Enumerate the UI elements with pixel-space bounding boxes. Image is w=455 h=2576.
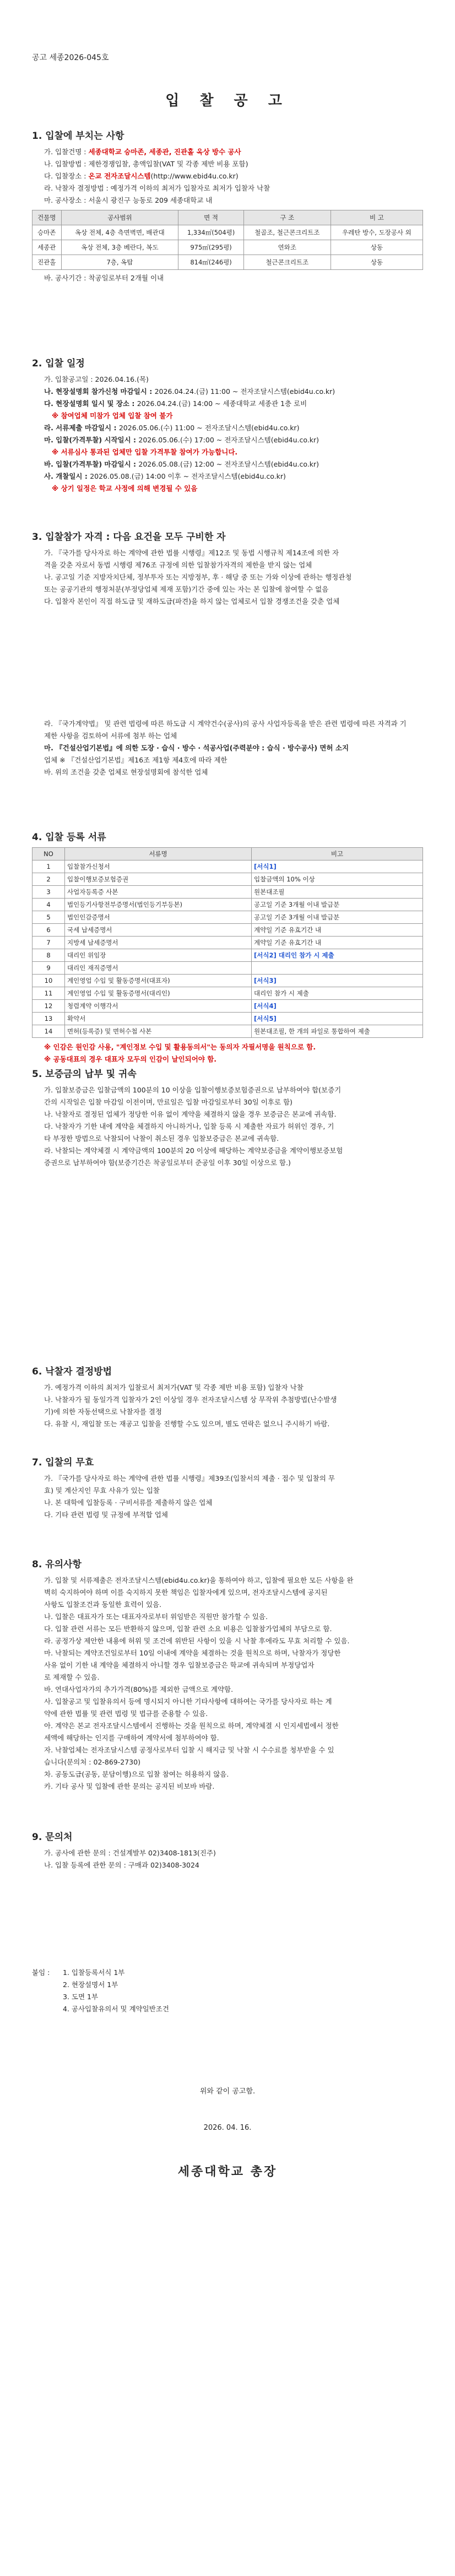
table-row: 8 대리인 위임장 [서식2] 대리인 참가 시 제출 bbox=[32, 949, 423, 962]
section-invalid bbox=[32, 1454, 423, 1521]
col-doc-name: 서류명 bbox=[65, 848, 252, 861]
table-row: 1 입찰참가신청서 [서식1] bbox=[32, 861, 423, 873]
attachments-label: 붙임 : bbox=[32, 1968, 50, 1977]
construction-scope-table bbox=[32, 210, 423, 270]
bid-end-line: 바. 입찰(가격투찰) 마감일시 : 2026.05.08.(금) 12:00 ~ 전자조달시스템(ebid4u.co.kr) bbox=[44, 460, 319, 468]
award-line: 다. 유찰 시, 재입찰 또는 재공고 입찰을 진행할 수도 있으며, 별도 연락은 없으니 주시하기 바람. bbox=[44, 1420, 330, 1428]
section-award bbox=[32, 1363, 423, 1430]
caution-line: 카. 기타 공사 및 입찰에 관한 문의는 공지된 비보바 바람. bbox=[44, 1782, 215, 1790]
caution-line: 로 제재할 수 있음. bbox=[44, 1673, 100, 1681]
document-title: 입 찰 공 고 bbox=[165, 93, 290, 109]
col-area: 면 적 bbox=[178, 210, 243, 225]
qual-line: 바. 위의 조건을 갖춘 업체로 현장설명회에 참석한 업체 bbox=[44, 768, 208, 776]
table-row: 12 청렴계약 이행각서 [서식4] bbox=[32, 1000, 423, 1013]
attachment-item: 2. 현장설명서 1부 bbox=[63, 1980, 118, 1989]
doc-deadline-line: 라. 서류제출 마감일시 : 2026.05.06.(수) 11:00 ~ 전자조달시스템(ebid4u.co.kr) bbox=[44, 424, 300, 432]
section-schedule bbox=[32, 355, 423, 495]
section-deposit bbox=[32, 1066, 423, 1169]
table-row: 세종관 옥상 전체, 3층 베란다, 복도 975㎡(295평) 연와조 상동 bbox=[32, 240, 423, 255]
section-heading: 2. 입찰 일정 bbox=[32, 358, 85, 369]
documents-note: ※ 공동대표의 경우 대표자 모두의 인감이 날인되어야 함. bbox=[44, 1055, 217, 1063]
invalid-line: 효) 및 계산지인 무효 사유가 있는 입찰 bbox=[44, 1486, 160, 1495]
qual-line: 나. 공고일 기준 지방자치단체, 정부투자 또는 지방정부, 후 · 해당 중 또는 가와 이상에 관하는 행정관청 bbox=[44, 573, 352, 581]
section-heading: 4. 입찰 등록 서류 bbox=[32, 832, 106, 843]
deposit-line: 간의 시작일은 입찰 마감일 이전이며, 만료일은 입찰 마감일로부터 30일 이후로 함) bbox=[44, 1098, 292, 1106]
bid-name-line: 가. 입찰건명 : 세종대학교 승마존, 세종관, 진관홀 옥상 방수 공사 bbox=[44, 148, 241, 156]
table-row: 10 계인영업 수입 및 활동증명서(대표자) [서식3] bbox=[32, 975, 423, 987]
bid-start-line: 마. 입찰(가격투찰) 시작일시 : 2026.05.06.(수) 17:00 ~ 전자조달시스템(ebid4u.co.kr) bbox=[44, 436, 319, 444]
col-structure: 구 조 bbox=[243, 210, 331, 225]
caution-line: 사항도 입찰조건과 동일한 효력이 있음. bbox=[44, 1600, 162, 1609]
section-bid-items bbox=[32, 128, 423, 284]
section-heading: 1. 입찰에 부치는 사항 bbox=[32, 131, 124, 142]
deposit-line: 가. 입찰보증금은 입찰금액의 100분의 10 이상을 입찰이행보증보험증권으로 납부하여야 합(보증기 bbox=[44, 1086, 342, 1094]
caution-line: 차. 공동도급(공동, 분담이행)으로 입찰 참여는 허용하지 않음. bbox=[44, 1770, 229, 1778]
table-row: 3 사업자등록증 사본 원본대조필 bbox=[32, 886, 423, 899]
schedule-note: ※ 상기 일정은 학교 사정에 의해 변경될 수 있음 bbox=[52, 484, 198, 493]
attachment-item: 1. 입찰등록서식 1부 bbox=[63, 1968, 125, 1977]
caution-line: 가. 입찰 및 서류제출은 전자조달시스템(ebid4u.co.kr)을 통하여야 하고, 입찰에 필요한 모든 사항을 완 bbox=[44, 1576, 354, 1584]
table-row: 5 법인인감증명서 공고일 기준 3개월 이내 발급분 bbox=[32, 911, 423, 924]
section-heading: 6. 낙찰자 결정방법 bbox=[32, 1366, 112, 1377]
notice-date-line: 가. 입찰공고일 : 2026.04.16.(목) bbox=[44, 375, 149, 383]
deposit-line: 다. 낙찰자가 기한 내에 계약을 체결하지 아니하거나, 입찰 등록 시 제출한 자료가 허위인 경우, 기 bbox=[44, 1122, 334, 1130]
opening-line: 사. 개찰일시 : 2026.05.08.(금) 14:00 이후 ~ 전자조달시스템(ebid4u.co.kr) bbox=[44, 472, 286, 480]
col-remark: 비 고 bbox=[331, 210, 422, 225]
table-row: 6 국세 납세증명서 계약일 기준 유효기간 내 bbox=[32, 924, 423, 937]
qual-line: 마. 『건설산업기본법』에 의한 도장 · 습식 · 방수 · 석공사업(주력분야 : 습식 · 방수공사) 면허 소지 bbox=[44, 744, 349, 752]
table-row: 13 확약서 [서식5] bbox=[32, 1013, 423, 1025]
section-caution bbox=[32, 1556, 423, 1793]
qual-line: 가. 『국가를 당사자로 하는 계약에 관한 법률 시행령』제12조 및 동법 시행규칙 제14조에 의한 자 bbox=[44, 549, 339, 557]
section-heading: 3. 입찰참가 자격 : 다음 요건을 모두 구비한 자 bbox=[32, 532, 226, 543]
award-line: 가. 예정가격 이하의 최저가 입찰로서 최저가(VAT 및 각종 제반 비용 포함) 입찰자 낙찰 bbox=[44, 1383, 304, 1392]
caution-line: 라. 공정가상 제안한 내용에 허위 및 조건에 위반된 사항이 있을 시 낙찰 후에라도 무효 처리할 수 있음. bbox=[44, 1637, 350, 1645]
caution-line: 자. 낙찰업체는 전자조달시스템 공정사로부터 입찰 시 해지금 및 낙찰 시 수수료를 청부받을 수 있 bbox=[44, 1746, 334, 1754]
section-heading: 9. 문의처 bbox=[32, 1832, 73, 1843]
caution-line: 사유 없이 기한 내 계약을 체결하지 아니할 경우 입찰보증금은 학교에 귀속되며 부정당업자 bbox=[44, 1661, 315, 1669]
table-row: 4 법인등기사항전부증명서(법인등기부등본) 공고일 기준 3개월 이내 발급분 bbox=[32, 899, 423, 911]
section-heading: 7. 입찰의 무효 bbox=[32, 1457, 94, 1468]
col-no: NO bbox=[32, 848, 65, 861]
table-row: 진관홀 7층, 옥탑 814㎡(246평) 철근콘크리트조 상동 bbox=[32, 255, 423, 270]
caution-line: 세액에 해당하는 인지를 구매하여 계약서에 첨부하여야 함. bbox=[44, 1734, 219, 1742]
bid-place-line: 다. 입찰장소 : 온교 전자조달시스템(http://www.ebid4u.co.kr) bbox=[44, 172, 239, 180]
award-line: 기)에 의한 자동선택으로 낙찰자를 결정 bbox=[44, 1408, 162, 1416]
construction-period-line: 바. 공사기간 : 착공일로부터 2개월 이내 bbox=[44, 274, 164, 282]
notice-number: 공고 세종2026-045호 bbox=[32, 53, 109, 62]
attachments bbox=[32, 1967, 423, 2027]
deposit-line: 나. 낙찰자로 결정된 업체가 정당한 이유 없이 계약을 체결하지 않을 경우 보증금은 본교에 귀속함. bbox=[44, 1110, 337, 1118]
required-documents-table bbox=[32, 847, 423, 1038]
col-building: 건물명 bbox=[32, 210, 62, 225]
table-row: 11 계인영업 수입 및 활동증명서(대리인) 대리인 참가 시 제출 bbox=[32, 987, 423, 1000]
invalid-line: 다. 기타 관련 법령 및 규정에 부적합 업체 bbox=[44, 1511, 168, 1519]
caution-line: 다. 입찰 관련 서류는 모든 반환하지 않으며, 입찰 관련 소요 비용은 입찰참가업체의 부담으로 함. bbox=[44, 1625, 332, 1633]
documents-note: ※ 인감은 원인감 사용, "계인정보 수입 및 활용동의서"는 동의자 자필서명을 원칙으로 함. bbox=[44, 1043, 316, 1051]
section-contact bbox=[32, 1829, 423, 1871]
section-documents bbox=[32, 829, 423, 1065]
caution-line: 바. 연대사업자가의 추가가격(80%)를 제외한 금액으로 계약함. bbox=[44, 1685, 234, 1693]
qual-line: 또는 공공기관의 행정처분(부정당업체 제재 포함)기간 중에 있는 자는 본 입찰에 참여할 수 없음 bbox=[44, 585, 329, 593]
caution-line: 나. 입찰은 대표자가 또는 대표자자로부터 위임받은 직원만 참가할 수 있음. bbox=[44, 1612, 268, 1621]
table-row: 14 면허(등록증) 및 면허수첩 사본 원본대조필, 한 개의 파일로 통합하여 제출 bbox=[32, 1025, 423, 1038]
qual-line: 라. 『국가계약법』 및 관련 법령에 따른 하도급 시 계약건수(공사)의 공사 사업자등록을 받은 관련 법령에 따른 자격과 기 bbox=[44, 719, 407, 728]
table-row: 9 대리인 재직증명서 bbox=[32, 962, 423, 975]
col-scope: 공사범위 bbox=[61, 210, 178, 225]
caution-line: 약에 관한 법률 및 관련 법령 및 법규를 준용할 수 있음. bbox=[44, 1709, 208, 1718]
briefing-apply-line: 나. 현장설명회 참가신청 마감일시 : 2026.04.24.(금) 11:00 ~ 전자조달시스템(ebid4u.co.kr) bbox=[44, 387, 335, 396]
qual-line: 제한 사항을 검토하여 서류에 첨부 하는 업체 bbox=[44, 732, 177, 740]
table-row: 2 입찰이행보증보험증권 입찰금액의 10% 이상 bbox=[32, 873, 423, 886]
bid-method-line: 나. 입찰방법 : 제한경쟁입찰, 총액입찰(VAT 및 각종 제반 비용 포함) bbox=[44, 160, 248, 168]
bid-start-note: ※ 서류심사 통과된 업체만 입찰 가격투찰 참여가 가능합니다. bbox=[52, 448, 238, 456]
deposit-line: 타 부정한 방법으로 낙찰되어 낙찰이 취소된 경우 입찰보증금은 본교에 귀속함. bbox=[44, 1134, 279, 1143]
deposit-line: 증권으로 납부하여야 함(보증기간은 착공일로부터 준공일 이후 30일 이상으로 함.) bbox=[44, 1159, 291, 1167]
closing-date: 2026. 04. 16. bbox=[203, 2124, 252, 2132]
col-doc-remark: 비고 bbox=[252, 848, 423, 861]
caution-line: 벽히 숙지하여야 하며 이를 숙지하지 못한 책임은 입찰자에게 있으며, 전자조달시스템에 공지된 bbox=[44, 1588, 328, 1597]
section-heading: 8. 유의사항 bbox=[32, 1559, 82, 1570]
caution-line: 마. 낙찰되는 계약조건일로부터 10일 이내에 계약을 체결하는 것을 원칙으로 하며, 낙찰자가 정당한 bbox=[44, 1649, 341, 1657]
attachment-item: 4. 공사입찰유의서 및 계약일반조건 bbox=[63, 2005, 169, 2013]
qual-line: 다. 입찰자 본인이 직접 하도급 및 재하도급(파견)을 하지 않는 업체로서 입찰 경쟁조건을 갖춘 업체 bbox=[44, 597, 340, 605]
contact-line: 가. 공사에 관한 문의 : 건설계발부 02)3408-1813(진주) bbox=[44, 1849, 216, 1857]
qual-line: 업체 ※ 『건설산업기본법』제16조 제1항 제4호에 따라 제한 bbox=[44, 756, 228, 764]
closing-statement: 위와 같이 공고함. bbox=[199, 2087, 256, 2096]
briefing-note: ※ 참여업체 미참가 업체 입찰 참여 불가 bbox=[52, 412, 173, 420]
deposit-line: 라. 낙찰되는 계약체결 시 계약금액의 100분의 20 이상에 해당하는 계약보증금을 계약이행보증보험 bbox=[44, 1146, 343, 1155]
signer-name: 세종대학교 총장 bbox=[177, 2164, 278, 2179]
site-location-line: 마. 공사장소 : 서울시 광진구 능동로 209 세종대학교 내 bbox=[44, 196, 213, 204]
invalid-line: 나. 본 대학에 입찰등록 · 구비서류를 제출하지 않은 업체 bbox=[44, 1498, 213, 1507]
invalid-line: 가. 『국가를 당사자로 하는 계약에 관한 법률 시행령』제39조(입찰서의 제출 · 접수 및 입찰의 무 bbox=[44, 1474, 335, 1482]
caution-line: 사. 입찰공고 및 입찰유의서 등에 명시되지 아니한 기타사항에 대하여는 국가를 당사자로 하는 계 bbox=[44, 1697, 332, 1706]
table-row: 7 지방세 납세증명서 계약일 기준 유효기간 내 bbox=[32, 937, 423, 949]
caution-line: 아. 계약은 본교 전자조달시스템에서 진행하는 것을 원칙으로 하며, 계약체결 시 인지세법에서 정한 bbox=[44, 1722, 339, 1730]
award-line: 나. 낙찰자가 될 동일가격 입찰자가 2인 이상일 경우 전자조달시스템 상 무작위 추첨방법(난수발생 bbox=[44, 1395, 337, 1404]
attachment-item: 3. 도면 1부 bbox=[63, 1993, 99, 2001]
caution-line: 습니다(문의처 : 02-869-2730) bbox=[44, 1758, 140, 1766]
briefing-time-line: 다. 현장설명회 일시 및 장소 : 2026.04.24.(금) 14:00 ~ 세종대학교 세종관 1층 로비 bbox=[44, 399, 307, 408]
table-row: 승마존 옥상 전체, 4층 측면벽면, 배관대 1,334㎡(504평) 철골조, 철근콘크리트조 우레탄 방수, 도장공사 외 bbox=[32, 225, 423, 240]
section-qualification bbox=[32, 529, 423, 778]
award-method-line: 라. 낙찰자 결정방법 : 예정가격 이하의 최저가 입찰자로 최저가 입찰자 낙찰 bbox=[44, 184, 270, 192]
section-heading: 5. 보증금의 납부 및 귀속 bbox=[32, 1069, 137, 1080]
contact-line: 나. 입찰 등록에 관한 문의 : 구매과 02)3408-3024 bbox=[44, 1861, 199, 1869]
qual-line: 격을 갖춘 자로서 동법 시행령 제76조 규정에 의한 입찰참가자격의 제한을 받지 않는 업체 bbox=[44, 561, 312, 569]
